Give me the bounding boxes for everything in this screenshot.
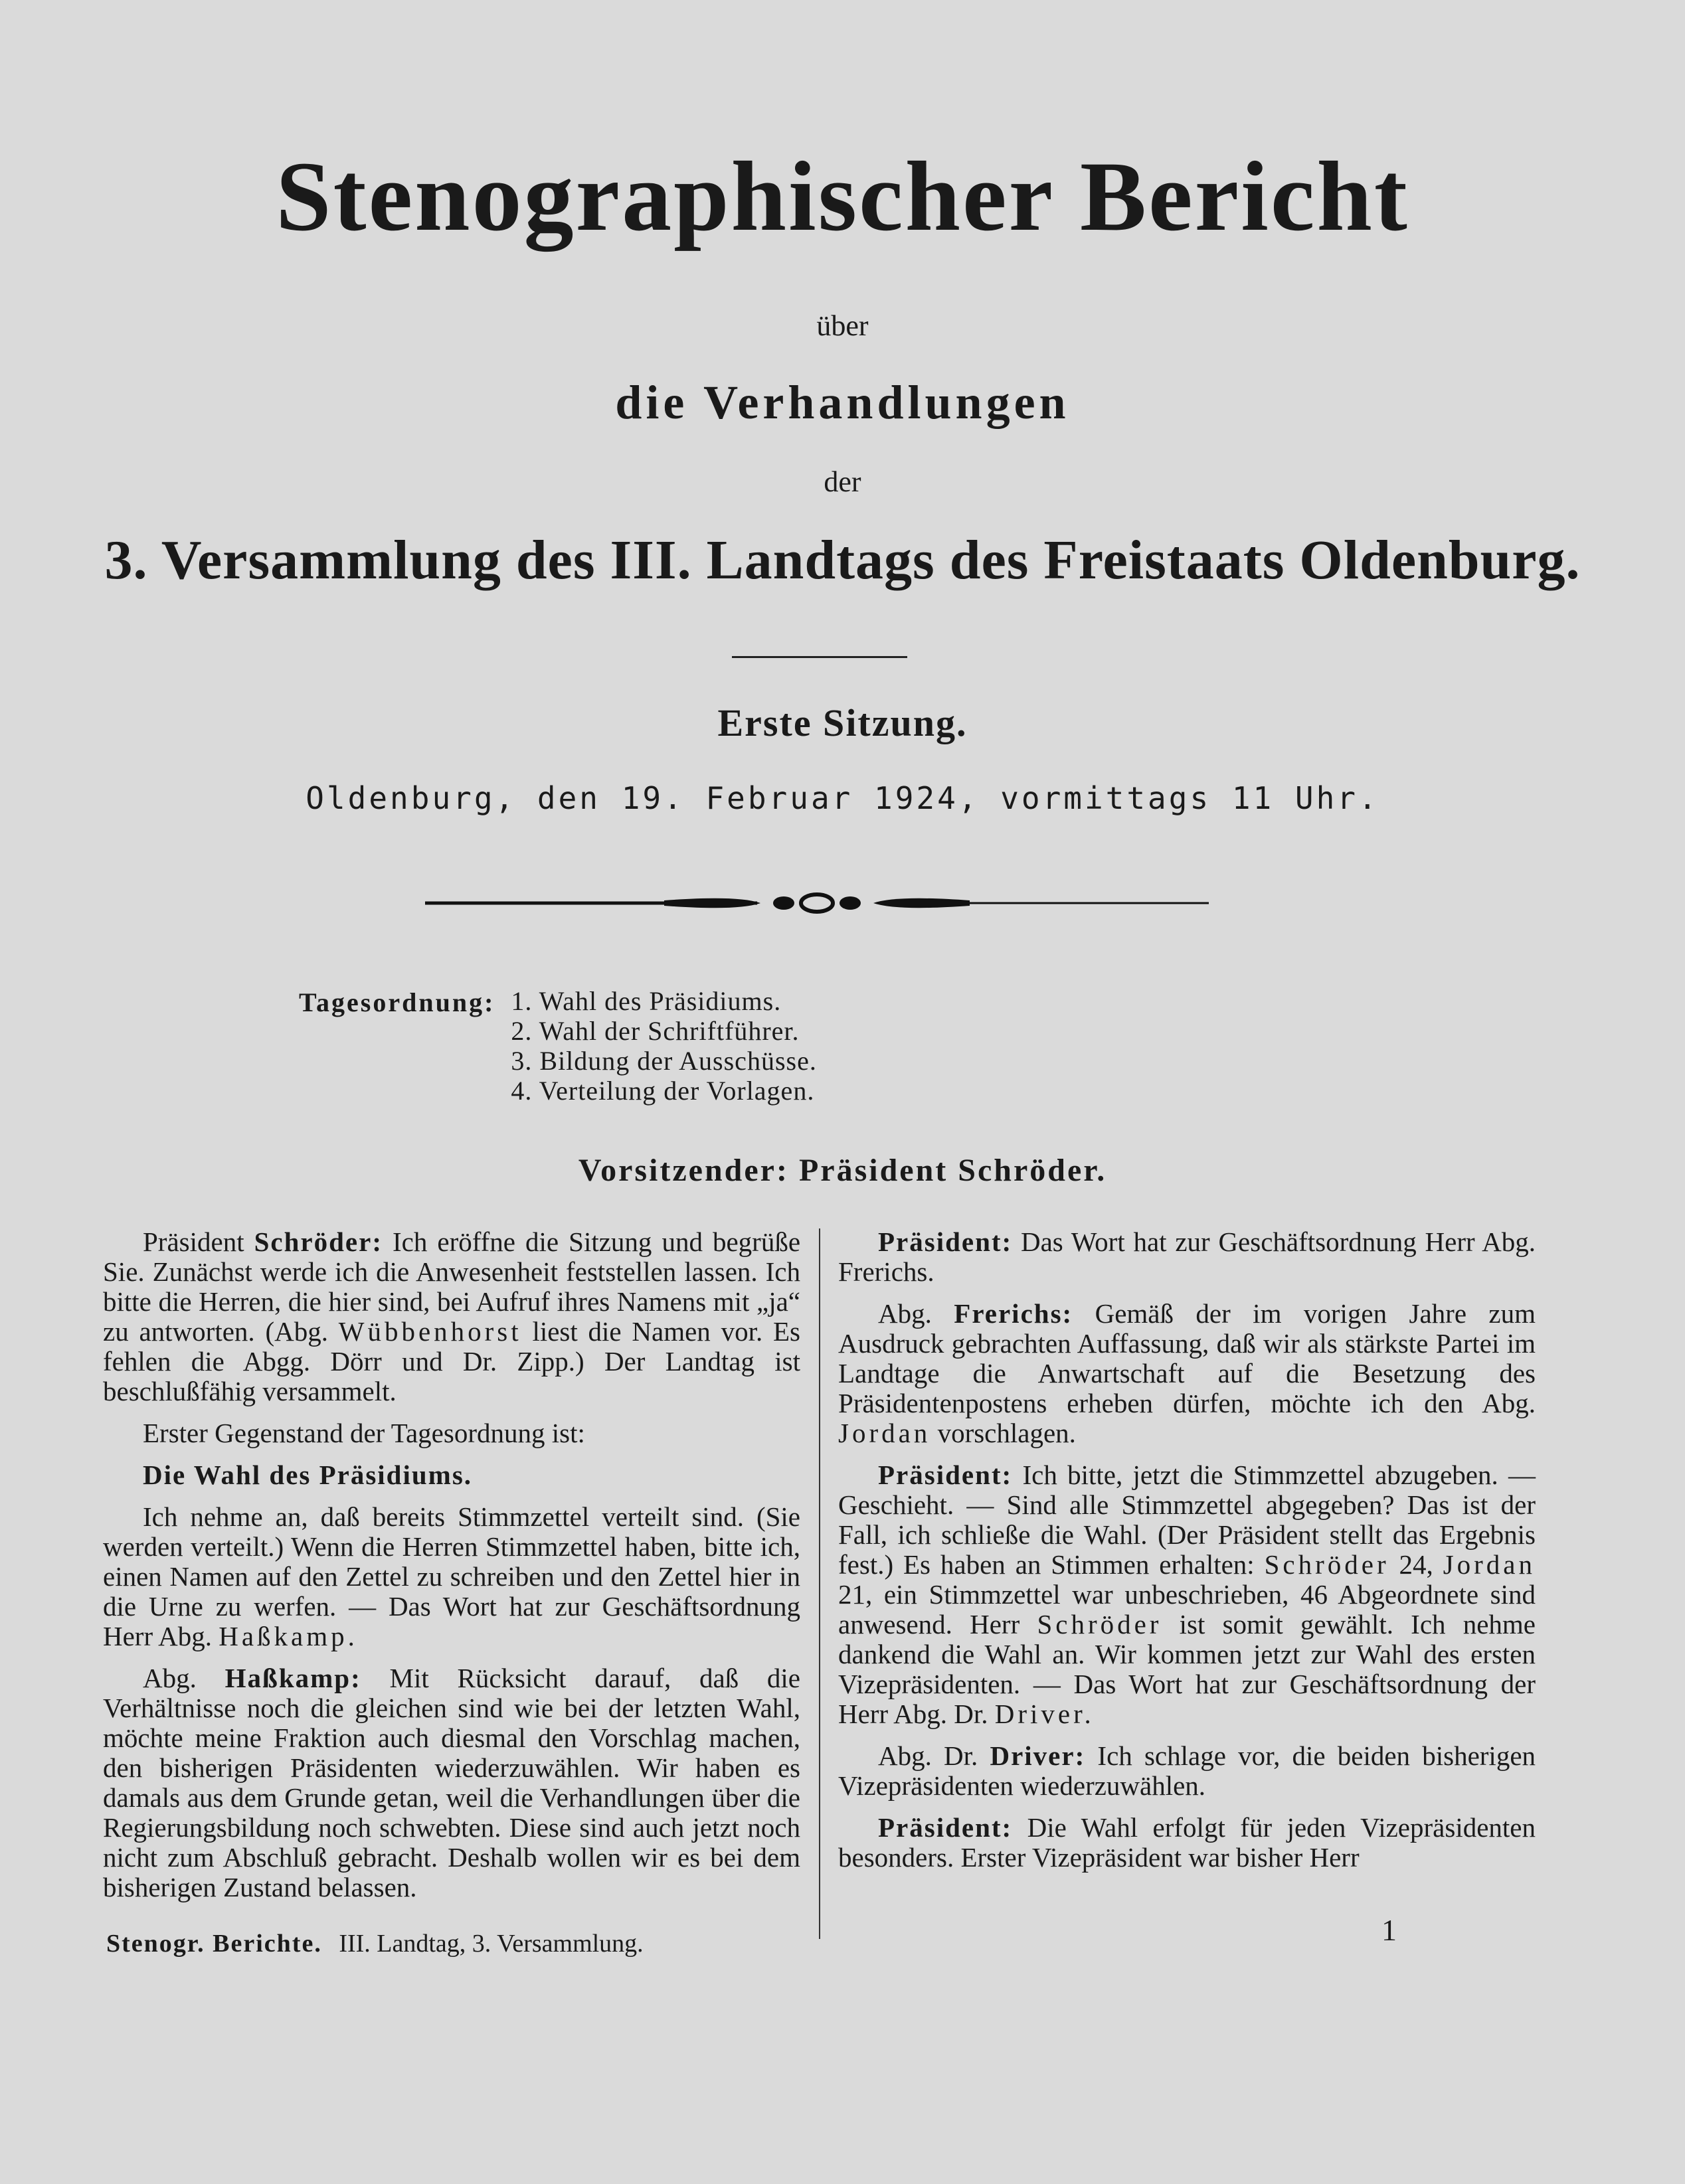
paragraph-text: Ich nehme an, daß bereits Stimmzettel verteilt sind. (Sie werden verteilt.) Wenn die Herren Stimmzettel haben, bitte ich, einen Namen auf den Zettel zu schreiben und den Zettel hier in die Urne zu werfen. — Das Wort hat zur Geschäftsordnung Herr Abg. xyxy=(103,1501,800,1651)
short-rule-divider xyxy=(732,656,907,658)
paragraph-text: Gemäß der im vorigen Jahre zum Ausdruck gebrachten Auffassung, daß wir als stärkste Partei im Landtage die Anwartschaft auf die Besetzung des Präsidentenpostens erheben dürfen, möchte ich den Abg. xyxy=(838,1298,1536,1418)
paragraph-text: vorschlagen. xyxy=(937,1418,1076,1448)
paragraph xyxy=(103,1663,800,1902)
speaker-title: Abg. xyxy=(878,1298,932,1329)
paragraph-text: Ich bitte, jetzt die Stimmzettel abzugeben. — Geschieht. — Sind alle Stimmzettel abgegeben? Das ist der Fall, ich schließe die Wahl. (Der Präsident stellt das Ergebnis fest.) Es haben an Stimmen erhalten: xyxy=(838,1460,1536,1580)
section-heading: Die Wahl des Präsidiums. xyxy=(143,1460,473,1490)
paragraph-text: 24, xyxy=(1399,1549,1433,1580)
agenda-item: 1. Wahl des Präsidiums. xyxy=(511,986,782,1016)
speaker-title: Abg. Dr. xyxy=(878,1740,978,1771)
subtitle-ueber: über xyxy=(816,309,869,342)
paragraph-text: Das Wort hat zur Geschäftsordnung Herr Abg. Frerichs. xyxy=(838,1226,1536,1287)
speaker-name: Präsident: xyxy=(878,1460,1013,1490)
speaker-name: Präsident: xyxy=(878,1812,1013,1843)
agenda xyxy=(299,986,817,1106)
chair-line: Vorsitzender: Präsident Schröder. xyxy=(578,1153,1107,1188)
column-divider xyxy=(819,1228,820,1939)
paragraph-text: Die Wahl erfolgt für jeden Vizepräsidenten besonders. Erster Vizepräsident war bisher Herr xyxy=(838,1812,1536,1873)
speaker-name: Frerichs: xyxy=(954,1298,1073,1329)
dateline: Oldenburg, den 19. Februar 1924, vormittags 11 Uhr. xyxy=(306,780,1379,816)
paragraph xyxy=(838,1227,1536,1287)
assembly-title: 3. Versammlung des III. Landtags des Freistaats Oldenburg. xyxy=(104,529,1581,591)
speaker-title: Präsident xyxy=(143,1226,244,1257)
agenda-label: Tagesordnung: xyxy=(299,987,495,1017)
paragraph-text: Ich eröffne die Sitzung und begrüße Sie. Zunächst werde ich die Anwesenheit feststellen lassen. Ich bitte die Herren, die hier sind, bei Aufruf ihres Namens mit „ja“ zu antworten. (Abg. xyxy=(103,1226,801,1347)
paragraph xyxy=(838,1741,1536,1801)
spaced-name: Wübbenhorst xyxy=(338,1316,522,1347)
paragraph-text: liest die Namen vor. Es fehlen die Abgg. Dörr und Dr. Zipp.) Der Landtag ist beschlußfähig versammelt. xyxy=(103,1316,801,1406)
speaker-title: Abg. xyxy=(143,1663,197,1693)
paragraph-text: Mit Rücksicht darauf, daß die Verhältnisse noch die gleichen sind wie bei der letzten Wahl, möchte meine Fraktion auch diesmal den Vorschlag machen, den bisherigen Präsidenten wiederzuwählen. Wir haben es damals aus dem Grunde getan, weil die Verhandlungen über die Regierungsbildung noch schwebten. Diese sind auch jetzt noch nicht zum Abschluß gebracht. Deshalb wollen wir es bei dem bisherigen Zustand belassen. xyxy=(103,1663,800,1902)
spaced-name: Driver. xyxy=(994,1699,1095,1729)
paragraph: Erster Gegenstand der Tagesordnung ist: xyxy=(143,1418,585,1448)
page-footer xyxy=(106,1929,644,1958)
spaced-name: Haßkamp. xyxy=(219,1621,358,1651)
agenda-item: 2. Wahl der Schriftführer. xyxy=(511,1016,800,1046)
agenda-item: 4. Verteilung der Vorlagen. xyxy=(511,1076,815,1106)
session-title: Erste Sitzung. xyxy=(717,701,968,744)
paragraph-text: 21, ein Stimmzettel war unbeschrieben, 46 Abgeordnete sind anwesend. Herr xyxy=(838,1579,1536,1639)
right-column xyxy=(838,1227,1536,1885)
paragraph xyxy=(103,1227,800,1406)
speaker-name: Präsident: xyxy=(878,1226,1013,1257)
spaced-name: Schröder xyxy=(1037,1609,1162,1639)
paragraph-text: ist somit gewählt. Ich nehme dankend die Wahl an. Wir kommen jetzt zur Wahl des ersten Vizepräsidenten. — Das Wort hat zur Geschäftsordnung der Herr Abg. Dr. xyxy=(838,1609,1536,1729)
speaker-name: Haßkamp: xyxy=(224,1663,361,1693)
left-column xyxy=(103,1227,800,1914)
speaker-name: Schröder: xyxy=(254,1226,383,1257)
footer-text: III. Landtag, 3. Versammlung. xyxy=(339,1930,644,1958)
footer-label: Stenogr. Berichte. xyxy=(106,1930,322,1958)
paragraph xyxy=(838,1460,1536,1729)
ornamental-divider xyxy=(425,877,1209,930)
spaced-name: Jordan xyxy=(1443,1549,1536,1580)
paragraph xyxy=(838,1813,1536,1873)
speaker-name: Driver: xyxy=(990,1740,1086,1771)
spaced-name: Jordan xyxy=(838,1418,931,1448)
paragraph-text: Ich schlage vor, die beiden bisherigen Vizepräsidenten wiederzuwählen. xyxy=(838,1740,1536,1801)
spaced-name: Schröder xyxy=(1264,1549,1389,1580)
subtitle-verhandlungen: die Verhandlungen xyxy=(615,376,1070,429)
paragraph xyxy=(838,1299,1536,1448)
agenda-item: 3. Bildung der Ausschüsse. xyxy=(511,1046,817,1076)
agenda-list xyxy=(511,986,816,1106)
paragraph xyxy=(103,1502,800,1651)
subtitle-der: der xyxy=(824,465,861,498)
report-title: Stenographischer Bericht xyxy=(276,141,1409,252)
page-number: 1 xyxy=(1381,1913,1397,1947)
